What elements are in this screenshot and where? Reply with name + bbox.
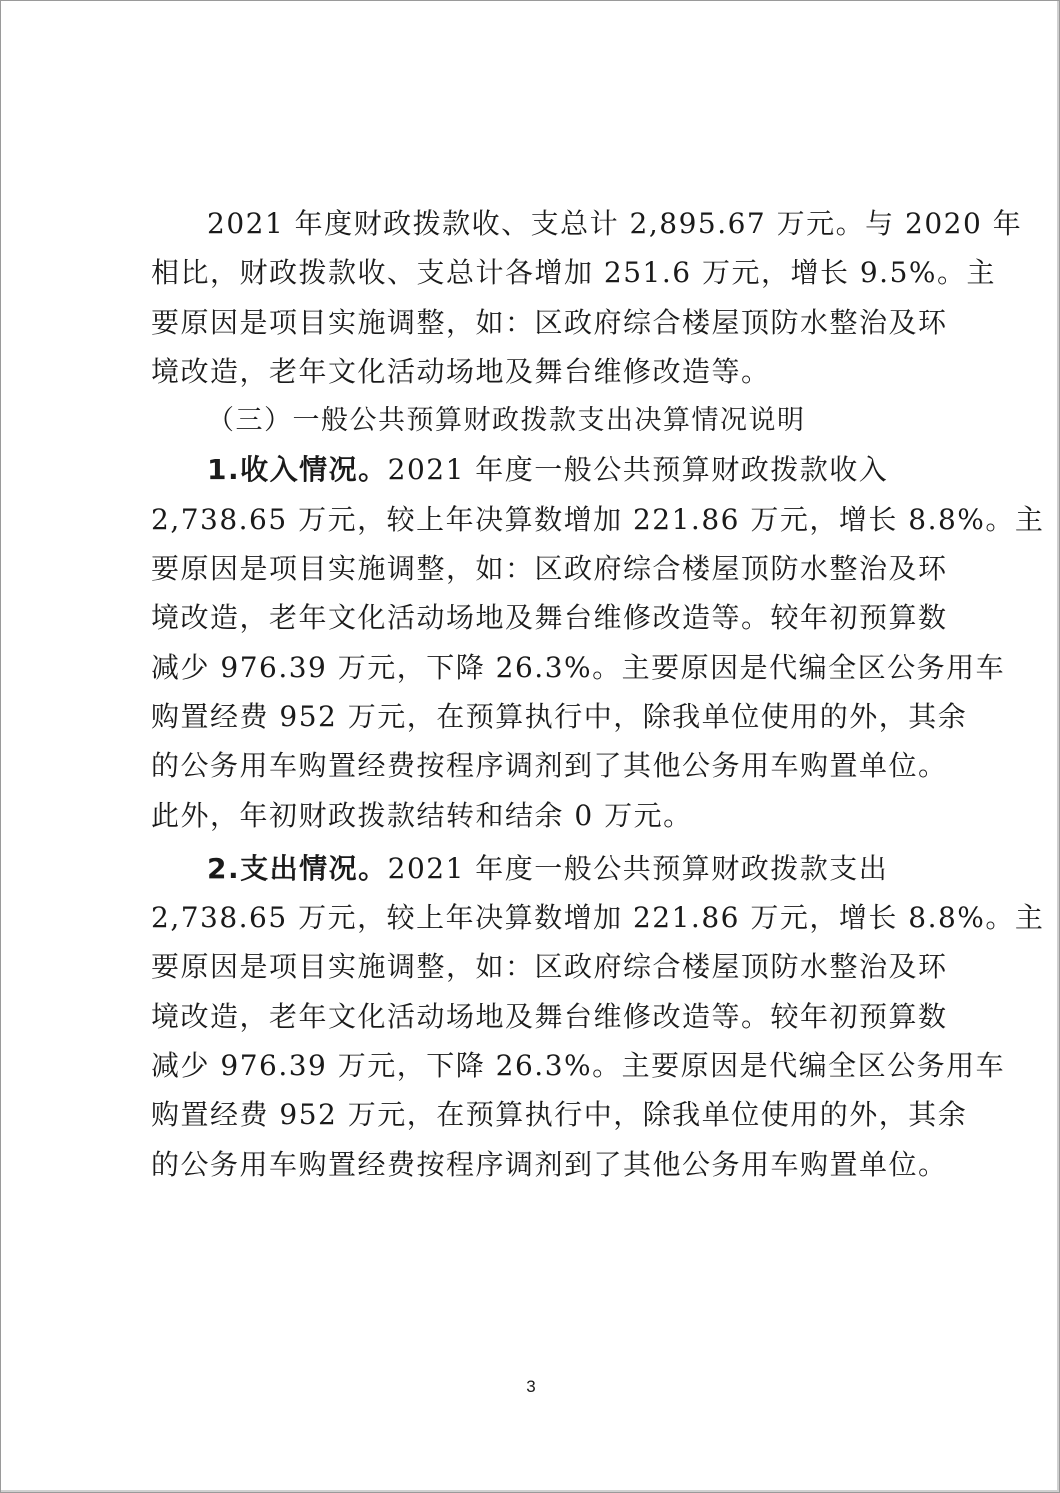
page-number: 3	[526, 1377, 536, 1396]
text-line: 减少 976.39 万元，下降 26.3%。主要原因是代编全区公务用车	[151, 1049, 1006, 1083]
paragraph-lead: 2.支出情况。	[207, 851, 388, 885]
text-line: 此外，年初财政拨款结转和结余 0 万元。	[151, 798, 693, 832]
text-line	[151, 445, 917, 494]
text-line: 的公务用车购置经费按程序调剂到了其他公务用车购置单位。	[151, 749, 948, 783]
text-line: 2021 年度财政拨款收、支总计 2,895.67 万元。与 2020 年	[207, 207, 1023, 240]
text-line: 的公务用车购置经费按程序调剂到了其他公务用车购置单位。	[151, 1147, 948, 1181]
paragraph-income	[151, 445, 1045, 839]
paragraph-budget-total	[151, 199, 1023, 396]
text-line: 境改造，老年文化活动场地及舞台维修改造等。较年初预算数	[151, 999, 948, 1033]
text-line: 相比，财政拨款收、支总计各增加 251.6 万元，增长 9.5%。主	[151, 256, 996, 290]
text-line: 2,738.65 万元，较上年决算数增加 221.86 万元，增长 8.8%。主	[151, 502, 1045, 536]
paragraph-lead-rest: 2021 年度一般公共预算财政拨款收入	[387, 453, 889, 487]
text-line: 境改造，老年文化活动场地及舞台维修改造等。较年初预算数	[151, 601, 948, 635]
text-line: 境改造，老年文化活动场地及舞台维修改造等。	[151, 354, 771, 388]
text-line: 2,738.65 万元，较上年决算数增加 221.86 万元，增长 8.8%。主	[151, 901, 1045, 935]
text-line: 要原因是项目实施调整，如：区政府综合楼屋顶防水整治及环	[151, 305, 948, 339]
text-line: 要原因是项目实施调整，如：区政府综合楼屋顶防水整治及环	[151, 552, 948, 586]
text-line: 要原因是项目实施调整，如：区政府综合楼屋顶防水整治及环	[151, 950, 948, 984]
text-line: 购置经费 952 万元，在预算执行中，除我单位使用的外，其余	[151, 1098, 968, 1132]
paragraph-lead-rest: 2021 年度一般公共预算财政拨款支出	[387, 851, 889, 885]
paragraph-lead: 1.收入情况。	[207, 453, 388, 487]
text-line: 减少 976.39 万元，下降 26.3%。主要原因是代编全区公务用车	[151, 650, 1006, 684]
section-heading: （三）一般公共预算财政拨款支出决算情况说明	[207, 405, 806, 437]
text-line	[151, 844, 917, 893]
paragraph-expenditure	[151, 844, 1045, 1189]
document-body	[151, 199, 1045, 1189]
text-line: 购置经费 952 万元，在预算执行中，除我单位使用的外，其余	[151, 699, 968, 733]
